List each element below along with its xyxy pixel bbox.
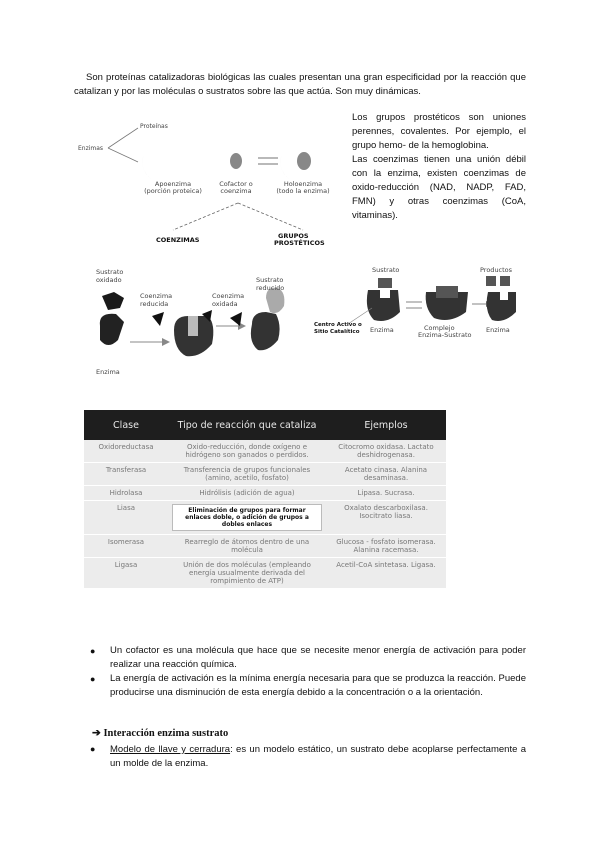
table-cell: Acetil-CoA sintetasa. Ligasa.	[326, 558, 446, 589]
side-text	[352, 111, 526, 223]
coenzima-oxidada-label-2: oxidada	[212, 300, 238, 308]
coenzimas-label: COENZIMAS	[156, 236, 200, 244]
table-cell: Oxido-reducción, donde oxígeno e hidrógeno son ganados o perdidos.	[168, 440, 326, 463]
liasa-reaction-box: Eliminación de grupos para formar enlaces doble, o adición de grupos a dobles enlaces	[172, 504, 322, 531]
table-cell: Isomerasa	[84, 535, 168, 558]
table-cell: Hidrólisis (adición de agua)	[168, 486, 326, 501]
arrow-icon: ➔	[92, 728, 101, 739]
enzima-right-label: Enzima	[486, 326, 510, 334]
sustrato-oxidado-label-1: Sustrato	[96, 268, 124, 276]
proteinas-label: Proteínas	[140, 123, 168, 130]
table-cell: Liasa	[84, 501, 168, 535]
table-cell: Ligasa	[84, 558, 168, 589]
grupos-label: GRUPOS	[278, 232, 309, 240]
centro-activo-label-1: Centro Activo o	[314, 322, 362, 328]
holoenzima-label: Holoenzima	[283, 180, 323, 188]
header-tipo: Tipo de reacción que cataliza	[168, 410, 326, 440]
apoenzima-sub-label: (porción proteica)	[144, 187, 202, 195]
bullet-icon: ●	[90, 744, 96, 754]
sustrato-oxidado-label-2: oxidado	[96, 276, 122, 284]
sustrato-reducido-label-1: Sustrato	[256, 276, 284, 284]
bullet-lock-key-model	[110, 743, 526, 771]
bullet-icon: ●	[90, 646, 96, 656]
coenzima-oxidada-label-1: Coenzima	[212, 292, 245, 300]
table-cell: Transferasa	[84, 463, 168, 486]
section-heading-text: Interacción enzima sustrato	[103, 728, 229, 739]
coenzima-reducida-label-1: Coenzima	[140, 292, 173, 300]
table-cell: Lipasa. Sucrasa.	[326, 486, 446, 501]
productos-label: Productos	[480, 266, 513, 274]
table-cell: Oxidoreductasa	[84, 440, 168, 463]
table-row	[84, 558, 446, 589]
enzima-label: Enzima	[96, 368, 120, 376]
lock-key-model-term: Modelo de llave y cerradura	[110, 744, 231, 755]
holoenzima-sub-label: (todo la enzima)	[276, 187, 330, 195]
table-cell: Glucosa - fosfato isomerasa. Alanina racemasa.	[326, 535, 446, 558]
lock-key-model-text: : es un modelo estático, un sustrato debe acoplarse perfectamente a un molde de la enzima.	[110, 744, 526, 769]
table-cell: Oxalato descarboxilasa. Isocitrato liasa.	[326, 501, 446, 535]
section-heading	[92, 727, 228, 739]
bullet-cofactor: Un cofactor es una molécula que hace que se necesite menor energía de activación para poder realizar una reacción química.	[110, 645, 526, 670]
enzyme-class-table-wrap	[84, 410, 446, 589]
complejo-label-2: Enzima-Sustrato	[418, 331, 472, 339]
table-header-row	[84, 410, 446, 440]
table-row	[84, 535, 446, 558]
coenzymes-paragraph: Las coenzimas tienen una unión débil con la enzima, existen coenzimas de oxido-reducción (NAD, NADP, FAD, FMN) y otras coenzimas (CoA, vitaminas).	[352, 154, 526, 221]
coenzima-reducida-label-2: reducida	[140, 300, 169, 308]
cofactor-label: Cofactor o	[219, 180, 253, 188]
centro-activo-label-2: Sitio Catalítico	[314, 329, 360, 335]
sustrato-label: Sustrato	[372, 266, 400, 274]
header-clase: Clase	[84, 410, 168, 440]
apoenzima-shape	[142, 148, 178, 183]
intro-paragraph: Son proteínas catalizadoras biológicas las cuales presentan una gran especificidad por la reacción que catalizan y por las moléculas o sustratos sobre las que actúa. Son muy dinámicas.	[74, 72, 526, 97]
sustrato-reducido-label-2: reducido	[256, 284, 285, 292]
table-cell	[168, 501, 326, 535]
prosthetic-groups-paragraph: Los grupos prostéticos son uniones perennes, covalentes. Por ejemplo, el grupo hemo- de la hemoglobina.	[352, 112, 526, 151]
table-cell: Hidrolasa	[84, 486, 168, 501]
table-row	[84, 440, 446, 463]
table-cell: Acetato cinasa. Alanina desaminasa.	[326, 463, 446, 486]
table-cell: Unión de dos moléculas (empleando energía usualmente derivada del rompimiento de ATP)	[168, 558, 326, 589]
bullet-icon: ●	[90, 674, 96, 684]
apoenzima-label: Apoenzima	[154, 180, 192, 188]
enzyme-composition-diagram	[78, 118, 348, 258]
enzyme-class-table	[84, 410, 446, 589]
prosteticos-label: PROSTÉTICOS	[274, 239, 325, 247]
bullet-activation-energy: La energía de activación es la mínima energía necesaria para que se produzca la reacción. Puede producirse una disminución de esta energía debido a la concentración o a la orientación.	[110, 673, 526, 698]
table-row	[84, 486, 446, 501]
table-cell: Rearreglo de átomos dentro de una molécula	[168, 535, 326, 558]
oxidoreduction-diagram	[88, 264, 328, 382]
table-cell: Transferencia de grupos funcionales (amino, acetilo, fosfato)	[168, 463, 326, 486]
cofactor-sub-label: coenzima	[220, 187, 252, 195]
enzyme-substrate-diagram	[314, 262, 528, 344]
complejo-label-1: Complejo	[424, 324, 455, 332]
table-cell: Citocromo oxidasa. Lactato deshidrogenasa.	[326, 440, 446, 463]
enzimas-label: Enzimas	[78, 145, 104, 152]
table-row	[84, 463, 446, 486]
header-ejemplos: Ejemplos	[326, 410, 446, 440]
table-row	[84, 501, 446, 535]
enzima-left-label: Enzima	[370, 326, 394, 334]
